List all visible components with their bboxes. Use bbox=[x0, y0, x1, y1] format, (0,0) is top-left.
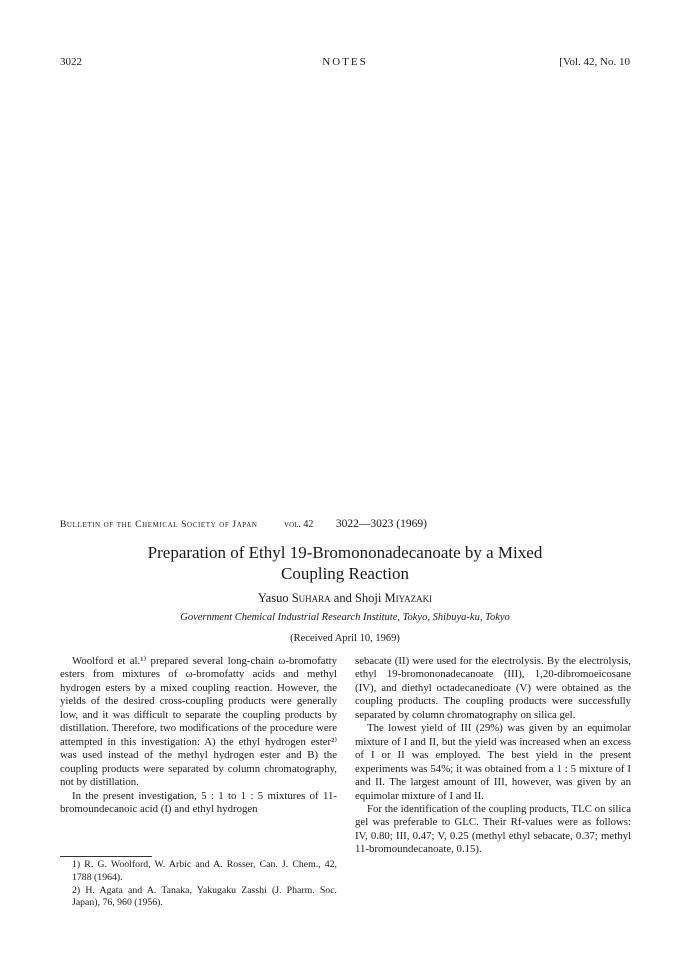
author-and: and bbox=[333, 591, 352, 605]
volume-info: [Vol. 42, No. 10 bbox=[559, 56, 630, 68]
footnotes bbox=[60, 859, 337, 910]
author1-first: Yasuo bbox=[257, 591, 289, 605]
author1-last: Suhara bbox=[291, 591, 331, 605]
journal-name: Bulletin of the Chemical Society of Japan bbox=[60, 520, 258, 530]
title-line-1: Preparation of Ethyl 19-Bromononadecanoate by a Mixed bbox=[147, 543, 543, 562]
title-line-2: Coupling Reaction bbox=[281, 564, 409, 583]
section-title: NOTES bbox=[322, 56, 368, 68]
journal-citation bbox=[60, 518, 630, 530]
left-column bbox=[60, 655, 337, 816]
author2-first: Shoji bbox=[354, 591, 382, 605]
authors bbox=[60, 591, 630, 606]
author2-last: Miyazaki bbox=[384, 591, 433, 605]
paragraph: The lowest yield of III (29%) was given by an equimolar mixture of I and II, but the yield was increased when an excess of I or II was employed. The best yield in the present experiments was 54%; it was obtained from a 1 : 5 mixture of I and II. The largest amount of III, however, was given by an equimolar mixture of I and II. bbox=[355, 722, 631, 802]
right-column bbox=[355, 655, 631, 857]
paragraph: For the identification of the coupling products, TLC on silica gel was preferable to GLC. Their Rf-values were as follows: IV, 0.80; III, 0.47; V, 0.25 (methyl ethyl sebacate, 0.37; methyl 11-bromoundecanoate, 0.15). bbox=[355, 802, 631, 856]
affiliation: Government Chemical Industrial Research Institute, Tokyo, Shibuya-ku, Tokyo bbox=[180, 612, 510, 623]
journal-pages: 3022—3023 (1969) bbox=[335, 518, 427, 530]
paragraph: Woolford et al.¹⁾ prepared several long-chain ω-bromofatty esters from mixtures of ω-bromofatty acids and methyl hydrogen esters by a mixed coupling reaction. However, the yields of the desired cross-coupling products were generally low, and it was difficult to separate the coupling products by distillation. Therefore, two modifications of the procedure were attempted in this investigation: A) the ethyl hydrogen ester²⁾ was used instead of the methyl hydrogen ester and B) the coupling products were separated by column chromatography, not by distillation. bbox=[60, 655, 337, 789]
footnote-rule bbox=[60, 856, 152, 857]
received-date: (Received April 10, 1969) bbox=[290, 633, 400, 644]
running-header bbox=[60, 56, 630, 72]
paragraph: In the present investigation, 5 : 1 to 1 : 5 mixtures of 11-bromoundecanoic acid (I) and ethyl hydrogen bbox=[60, 789, 337, 815]
article-title bbox=[60, 542, 630, 584]
paragraph: sebacate (II) were used for the electrolysis. By the electrolysis, ethyl 19-bromononadecanoate (III), 1,20-dibromoeicosane (IV), and diethyl octadecanedioate (V) were obtained as the coupling products. The coupling products were successfully separated by column chromatography on silica gel. bbox=[355, 655, 631, 721]
footnote: 2) H. Agata and A. Tanaka, Yakugaku Zasshi (J. Pharm. Soc. Japan), 76, 960 (1956). bbox=[72, 884, 337, 909]
journal-volume: vol. 42 bbox=[284, 519, 314, 530]
page-number: 3022 bbox=[60, 56, 82, 68]
footnote: 1) R. G. Woolford, W. Arbic and A. Rosser, Can. J. Chem., 42, 1788 (1964). bbox=[72, 859, 337, 883]
